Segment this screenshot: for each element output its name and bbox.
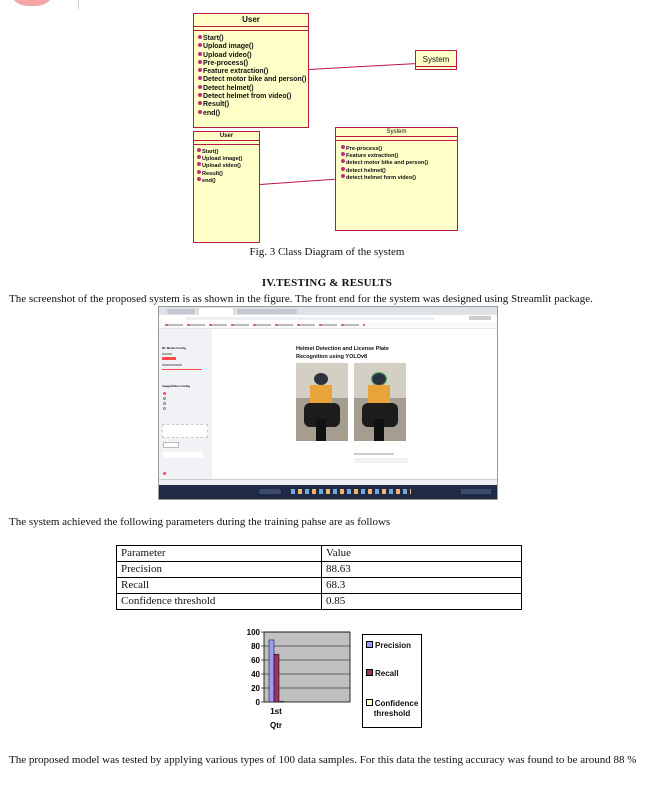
uml-method: detect motor bike and person() [341,159,457,166]
legend-swatch [366,699,373,706]
app-sidebar [159,329,212,479]
uml-method: Result() [198,101,308,109]
y-tick-label: 100 [246,628,260,637]
browser-tab-bar [159,307,497,315]
uml-method: end() [198,110,308,118]
uml-method: Pre-process() [198,60,308,68]
chart-legend [362,634,422,728]
logo-fragment [8,0,56,6]
legend-label: Precision [375,641,412,650]
os-taskbar [159,485,497,499]
bar-chart [238,626,358,738]
legend-item [366,641,422,651]
x-category-label: Qtr [270,721,282,730]
app-main [212,329,497,479]
uml-method: Upload image() [197,155,259,162]
uml-class-name: User [242,15,260,24]
legend-swatch [366,669,373,676]
table-cell: 0.85 [322,594,522,610]
y-tick-label: 0 [255,698,260,707]
table-header-row [117,546,522,562]
uml-method: Pre-process() [341,145,457,152]
parameters-table [116,545,522,610]
table-cell: Precision [117,562,322,578]
uml-method: Upload video() [198,52,308,60]
bar-precision [269,640,274,702]
uml-method: Start() [197,148,259,155]
figure-caption: Fig. 3 Class Diagram of the system [249,246,405,258]
sidebar-section: Image/Video Config [162,384,190,388]
uml-system-class-small [335,127,458,231]
y-tick-label: 40 [251,670,260,679]
uml-method: Detect helmet from video() [198,93,308,101]
uml-method: Feature extraction() [198,68,308,76]
bookmarks-bar [159,322,497,329]
table-cell: Confidence threshold [117,594,322,610]
uml-method: end() [197,177,259,184]
y-tick-label: 60 [251,656,260,665]
table-row [117,562,522,578]
table-row [117,594,522,610]
app-screenshot [158,306,498,500]
legend-item [364,699,420,719]
uml-method: Detect helmet() [198,85,308,93]
uml-system-class-large [415,50,457,70]
association-line [260,179,335,185]
uml-class-name: System [386,129,407,135]
uml-user-class-large [193,13,309,128]
header-divider [78,0,79,9]
uml-method-list [194,145,259,184]
uml-method-list [194,31,308,118]
uploaded-image [296,363,348,441]
conclusion-paragraph: The proposed model was tested by applying various types of 100 data samples. For this data the testing accuracy was found to be around 88 % [9,754,637,766]
uml-method: Feature extraction() [341,152,457,159]
section-intro: The screenshot of the proposed system is as shown in the figure. The front end for the system was designed using Streamlit package. [9,293,593,305]
table-cell: Recall [117,578,322,594]
sidebar-title: DL Model Config [162,346,186,350]
table-cell: 88.63 [322,562,522,578]
uml-method: Detect motor bike and person() [198,76,308,84]
uml-method-list [336,141,457,181]
table-cell: 68.3 [322,578,522,594]
legend-item [366,669,422,679]
section-heading: IV.TESTING & RESULTS [261,277,393,289]
uml-method: Upload image() [198,43,308,51]
association-line [309,63,415,70]
bar-recall [274,654,279,702]
uml-method: detect helmet() [341,167,457,174]
app-title: Helmet Detection and License Plate Recognition using YOLOv8 [296,346,389,360]
uml-method: Start() [198,35,308,43]
table-header-cell: Value [322,546,522,562]
detected-image [354,363,406,441]
uml-method: Upload video() [197,162,259,169]
table-header-cell: Parameter [117,546,322,562]
legend-label: Confidence threshold [373,699,419,718]
legend-label: Recall [375,669,399,678]
uml-method: Result() [197,170,259,177]
y-tick-label: 80 [251,642,260,651]
uml-method: detect helmet form video() [341,174,457,181]
legend-swatch [366,641,373,648]
x-category-label: 1st [270,707,282,716]
uml-class-name: User [219,133,234,139]
table-row [117,578,522,594]
y-tick-label: 20 [251,684,260,693]
uml-user-class-small [193,131,260,243]
bar-confidence-threshold [279,701,284,702]
params-intro: The system achieved the following parameters during the training pahse are as follows [9,516,391,528]
uml-class-name: System [422,55,450,64]
